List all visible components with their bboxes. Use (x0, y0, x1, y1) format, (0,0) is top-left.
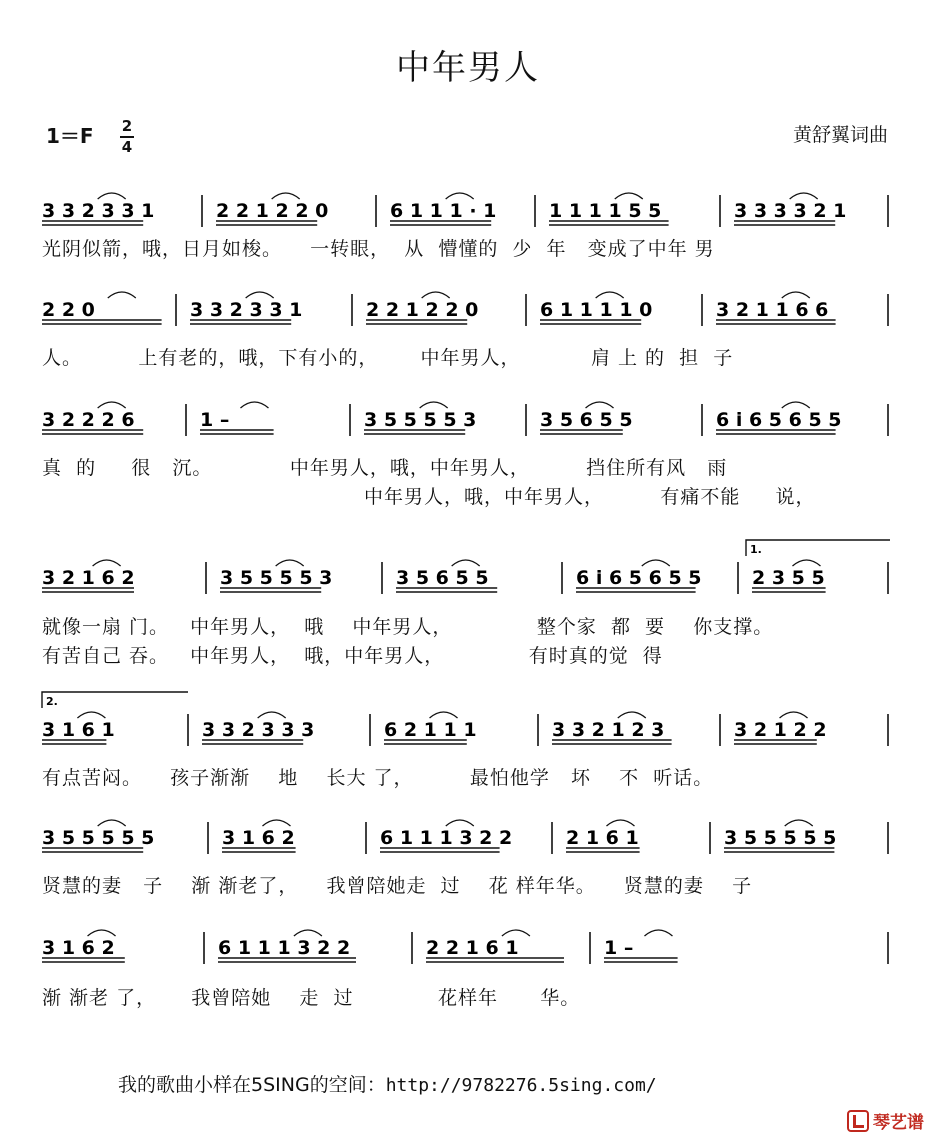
slur-arc (618, 712, 646, 718)
measure-notes: 6 1 1 1 3 2 2 (218, 937, 351, 959)
measure-notes: 3 1 6 2 (42, 937, 115, 959)
slur-arc (98, 402, 126, 408)
lyric-line: 真 的 很 沉。 中年男人，哦，中年男人， 挡住所有风 雨 (42, 457, 728, 479)
measure-notes: 6 i 6 5 6 5 5 (576, 567, 702, 589)
measure-notes: 6 1 1 1 1 0 (540, 299, 653, 321)
measure-notes: 3 3 2 1 2 3 (552, 719, 665, 741)
lyric-line: 人。 上有老的，哦，下有小的， 中年男人， 肩 上 的 担 子 (42, 347, 734, 369)
measure-notes: 1 – (200, 409, 230, 431)
slur-arc (262, 820, 290, 826)
slur-arc (446, 193, 474, 199)
slur-arc (644, 930, 672, 936)
measure-notes: 3 2 1 6 2 (42, 567, 135, 589)
measure-notes: 2 2 1 2 2 0 (366, 299, 479, 321)
slur-arc (780, 712, 808, 718)
measure-notes: 3 2 2 2 6 (42, 409, 135, 431)
lyric-line: 就像一扇 门。 中年男人， 哦 中年男人， 整个家 都 要 你支撑。 (42, 616, 774, 638)
logo-icon (847, 1110, 869, 1132)
slur-arc (420, 402, 448, 408)
footer-text: 我的歌曲小样在5SING的空间： (118, 1074, 386, 1096)
measure-notes: 2 3 5 5 (752, 567, 825, 589)
slur-arc (422, 292, 450, 298)
measure-notes: 3 1 6 1 (42, 719, 115, 741)
measure-notes: 3 5 5 5 5 5 (724, 827, 837, 849)
lyric-line: 贤慧的妻 子 渐 渐老了， 我曾陪她走 过 花 样年华。 贤慧的妻 子 (42, 875, 753, 897)
measure-notes: 1 – (604, 937, 634, 959)
measure-notes: 3 5 5 5 5 3 (364, 409, 477, 431)
author-credit: 黄舒翼词曲 (792, 124, 888, 146)
volta-label: 1. (750, 543, 762, 556)
time-bottom: 4 (121, 138, 133, 156)
logo-text: 琴艺谱 (873, 1113, 924, 1133)
slur-arc (452, 560, 480, 566)
measure-notes: 3 5 5 5 5 5 (42, 827, 155, 849)
measure-notes: 6 2 1 1 1 (384, 719, 477, 741)
measure-notes: 2 2 1 6 1 (426, 937, 519, 959)
footer-note (118, 1070, 657, 1097)
watermark-logo (847, 1108, 924, 1133)
slur-arc (276, 560, 304, 566)
slur-arc (98, 193, 126, 199)
slur-arc (586, 402, 614, 408)
key-signature: 1＝F (46, 124, 94, 148)
slur-arc (596, 292, 624, 298)
time-top: 2 (121, 117, 133, 135)
measure-notes: 3 3 2 3 3 3 (202, 719, 315, 741)
slur-arc (790, 193, 818, 199)
slur-arc (782, 402, 810, 408)
slur-arc (430, 712, 458, 718)
volta-bracket (746, 540, 890, 556)
measure-notes: 3 5 6 5 5 (540, 409, 633, 431)
measure-notes: 6 i 6 5 6 5 5 (716, 409, 842, 431)
measure-notes: 6 1 1 1 · 1 (390, 200, 497, 222)
slur-arc (108, 292, 136, 298)
measure-notes: 3 3 2 3 3 1 (190, 299, 303, 321)
measure-notes: 2 2 0 (42, 299, 95, 321)
lyric-line: 渐 渐老 了， 我曾陪她 走 过 花样年 华。 (42, 987, 581, 1009)
slur-arc (88, 930, 116, 936)
measure-notes: 3 2 1 1 6 6 (716, 299, 829, 321)
slur-arc (240, 402, 268, 408)
song-title: 中年男人 (396, 48, 540, 88)
slur-arc (785, 820, 813, 826)
measure-notes: 3 5 6 5 5 (396, 567, 489, 589)
slur-arc (77, 712, 105, 718)
slur-arc (782, 292, 810, 298)
measure-notes: 2 2 1 2 2 0 (216, 200, 329, 222)
slur-arc (792, 560, 820, 566)
slur-arc (502, 930, 530, 936)
volta-label: 2. (46, 695, 58, 708)
volta-bracket (42, 692, 188, 708)
slur-arc (606, 820, 634, 826)
measure-notes: 3 3 2 3 3 1 (42, 200, 155, 222)
lyric-line: 有苦自己 吞。 中年男人， 哦，中年男人， 有时真的觉 得 (42, 645, 663, 667)
measure-notes: 1 1 1 1 5 5 (549, 200, 662, 222)
slur-arc (93, 560, 121, 566)
measure-notes: 3 2 1 2 2 (734, 719, 827, 741)
slur-arc (294, 930, 322, 936)
slur-arc (258, 712, 286, 718)
measure-notes: 6 1 1 1 3 2 2 (380, 827, 513, 849)
measure-notes: 3 1 6 2 (222, 827, 295, 849)
lyric-line: 光阴似箭，哦，日月如梭。 一转眼， 从 懵懂的 少 年 变成了中年 男 (42, 238, 715, 260)
measure-notes: 3 5 5 5 5 3 (220, 567, 333, 589)
slur-arc (642, 560, 670, 566)
measure-notes: 2 1 6 1 (566, 827, 639, 849)
measure-notes: 3 3 3 3 2 1 (734, 200, 847, 222)
slur-arc (446, 820, 474, 826)
slur-arc (615, 193, 643, 199)
lyric-line: 有点苦闷。 孩子渐渐 地 长大 了， 最怕他学 坏 不 听话。 (42, 767, 714, 789)
footer-url[interactable]: http://9782276.5sing.com/ (385, 1075, 657, 1096)
slur-arc (272, 193, 300, 199)
lyric-line: 中年男人，哦，中年男人， 有痛不能 说， (364, 486, 816, 508)
slur-arc (98, 820, 126, 826)
slur-arc (246, 292, 274, 298)
